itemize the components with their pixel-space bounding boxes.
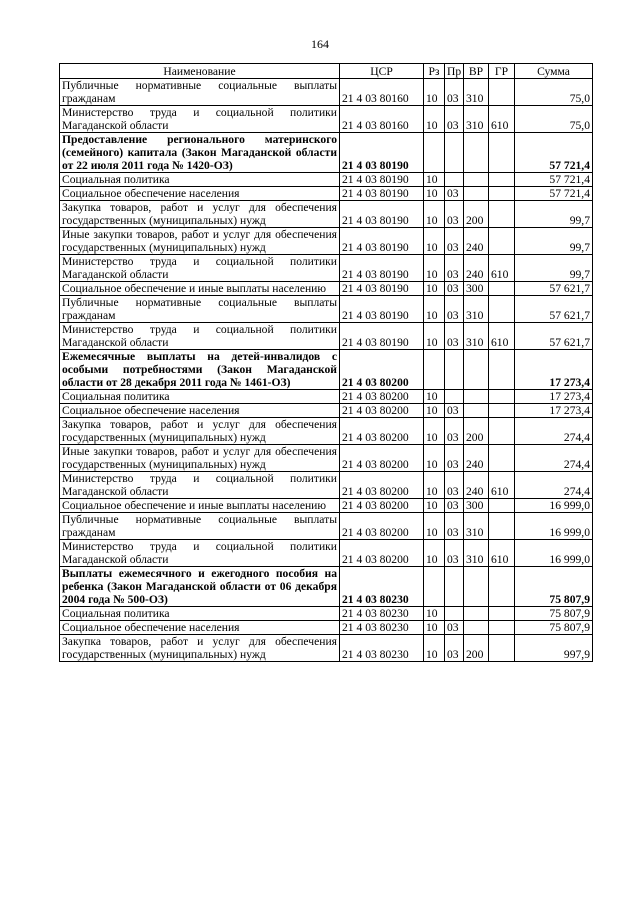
cell-vr: 310 bbox=[464, 323, 489, 350]
cell-pr: 03 bbox=[445, 255, 464, 282]
cell-csr: 21 4 03 80230 bbox=[340, 567, 424, 607]
table-row bbox=[60, 499, 593, 513]
table-row bbox=[60, 173, 593, 187]
cell-sum: 57 621,7 bbox=[515, 296, 593, 323]
table-row bbox=[60, 418, 593, 445]
cell-sum: 57 621,7 bbox=[515, 282, 593, 296]
cell-rz: 10 bbox=[424, 323, 445, 350]
table-row bbox=[60, 255, 593, 282]
cell-rz: 10 bbox=[424, 296, 445, 323]
cell-pr bbox=[445, 350, 464, 390]
table-row bbox=[60, 228, 593, 255]
table-row bbox=[60, 621, 593, 635]
cell-rz: 10 bbox=[424, 635, 445, 662]
cell-csr: 21 4 03 80160 bbox=[340, 79, 424, 106]
cell-sum: 17 273,4 bbox=[515, 350, 593, 390]
cell-name: Министерство труда и социальной политики Магаданской области bbox=[60, 255, 340, 282]
column-header-sum: Сумма bbox=[515, 64, 593, 79]
cell-rz: 10 bbox=[424, 540, 445, 567]
cell-name: Иные закупки товаров, работ и услуг для обеспечения государственных (муниципальных) нужд bbox=[60, 228, 340, 255]
cell-gr bbox=[489, 350, 515, 390]
cell-pr: 03 bbox=[445, 201, 464, 228]
cell-csr: 21 4 03 80190 bbox=[340, 201, 424, 228]
cell-pr: 03 bbox=[445, 404, 464, 418]
table-row bbox=[60, 404, 593, 418]
cell-gr bbox=[489, 567, 515, 607]
cell-sum: 997,9 bbox=[515, 635, 593, 662]
cell-pr: 03 bbox=[445, 621, 464, 635]
cell-rz bbox=[424, 133, 445, 173]
table-row bbox=[60, 187, 593, 201]
table-row bbox=[60, 390, 593, 404]
cell-csr: 21 4 03 80190 bbox=[340, 173, 424, 187]
cell-gr bbox=[489, 445, 515, 472]
cell-pr: 03 bbox=[445, 323, 464, 350]
cell-gr bbox=[489, 635, 515, 662]
cell-vr: 300 bbox=[464, 499, 489, 513]
cell-csr: 21 4 03 80200 bbox=[340, 445, 424, 472]
cell-csr: 21 4 03 80200 bbox=[340, 472, 424, 499]
cell-rz bbox=[424, 567, 445, 607]
cell-rz bbox=[424, 350, 445, 390]
cell-sum: 16 999,0 bbox=[515, 540, 593, 567]
cell-csr: 21 4 03 80190 bbox=[340, 187, 424, 201]
cell-vr: 310 bbox=[464, 540, 489, 567]
cell-name: Закупка товаров, работ и услуг для обеспечения государственных (муниципальных) нужд bbox=[60, 635, 340, 662]
cell-csr: 21 4 03 80190 bbox=[340, 296, 424, 323]
cell-csr: 21 4 03 80200 bbox=[340, 540, 424, 567]
cell-gr bbox=[489, 173, 515, 187]
cell-vr: 310 bbox=[464, 79, 489, 106]
cell-name: Выплаты ежемесячного и ежегодного пособия на ребенка (Закон Магаданской области от 06 декабря 2004 года № 500-ОЗ) bbox=[60, 567, 340, 607]
cell-name: Предоставление регионального материнского (семейного) капитала (Закон Магаданской области от 22 июля 2011 года № 1420-ОЗ) bbox=[60, 133, 340, 173]
cell-name: Публичные нормативные социальные выплаты гражданам bbox=[60, 79, 340, 106]
cell-gr bbox=[489, 201, 515, 228]
cell-pr: 03 bbox=[445, 418, 464, 445]
cell-rz: 10 bbox=[424, 404, 445, 418]
cell-gr: 610 bbox=[489, 323, 515, 350]
cell-name: Социальная политика bbox=[60, 390, 340, 404]
cell-vr bbox=[464, 133, 489, 173]
table-row bbox=[60, 201, 593, 228]
cell-vr: 300 bbox=[464, 282, 489, 296]
cell-csr: 21 4 03 80190 bbox=[340, 255, 424, 282]
cell-name: Социальное обеспечение населения bbox=[60, 404, 340, 418]
budget-table bbox=[59, 63, 593, 662]
cell-csr: 21 4 03 80200 bbox=[340, 418, 424, 445]
cell-name: Социальное обеспечение и иные выплаты населению bbox=[60, 282, 340, 296]
cell-gr bbox=[489, 404, 515, 418]
cell-gr: 610 bbox=[489, 255, 515, 282]
cell-rz: 10 bbox=[424, 513, 445, 540]
cell-rz: 10 bbox=[424, 255, 445, 282]
cell-sum: 75 807,9 bbox=[515, 567, 593, 607]
cell-sum: 274,4 bbox=[515, 445, 593, 472]
cell-sum: 99,7 bbox=[515, 255, 593, 282]
cell-rz: 10 bbox=[424, 390, 445, 404]
cell-sum: 274,4 bbox=[515, 472, 593, 499]
cell-vr: 200 bbox=[464, 418, 489, 445]
table-row bbox=[60, 513, 593, 540]
cell-vr bbox=[464, 621, 489, 635]
cell-vr: 310 bbox=[464, 106, 489, 133]
cell-pr: 03 bbox=[445, 445, 464, 472]
column-header-csr: ЦСР bbox=[340, 64, 424, 79]
cell-rz: 10 bbox=[424, 228, 445, 255]
table-row bbox=[60, 635, 593, 662]
cell-name: Иные закупки товаров, работ и услуг для обеспечения государственных (муниципальных) нужд bbox=[60, 445, 340, 472]
cell-rz: 10 bbox=[424, 187, 445, 201]
cell-sum: 75 807,9 bbox=[515, 607, 593, 621]
cell-vr bbox=[464, 390, 489, 404]
cell-pr bbox=[445, 390, 464, 404]
column-header-name: Наименование bbox=[60, 64, 340, 79]
cell-name: Социальное обеспечение и иные выплаты населению bbox=[60, 499, 340, 513]
cell-pr: 03 bbox=[445, 106, 464, 133]
cell-sum: 274,4 bbox=[515, 418, 593, 445]
cell-gr: 610 bbox=[489, 540, 515, 567]
table-row bbox=[60, 445, 593, 472]
cell-name: Социальная политика bbox=[60, 173, 340, 187]
column-header-pr: Пр bbox=[445, 64, 464, 79]
table-row bbox=[60, 472, 593, 499]
cell-vr: 310 bbox=[464, 513, 489, 540]
cell-name: Социальное обеспечение населения bbox=[60, 187, 340, 201]
cell-pr: 03 bbox=[445, 282, 464, 296]
cell-rz: 10 bbox=[424, 201, 445, 228]
cell-csr: 21 4 03 80190 bbox=[340, 323, 424, 350]
cell-sum: 57 721,4 bbox=[515, 187, 593, 201]
cell-gr bbox=[489, 390, 515, 404]
cell-rz: 10 bbox=[424, 282, 445, 296]
cell-gr bbox=[489, 228, 515, 255]
cell-vr bbox=[464, 404, 489, 418]
cell-rz: 10 bbox=[424, 106, 445, 133]
cell-sum: 75,0 bbox=[515, 106, 593, 133]
cell-csr: 21 4 03 80190 bbox=[340, 133, 424, 173]
cell-csr: 21 4 03 80190 bbox=[340, 282, 424, 296]
column-header-gr: ГР bbox=[489, 64, 515, 79]
cell-csr: 21 4 03 80230 bbox=[340, 621, 424, 635]
cell-vr: 240 bbox=[464, 228, 489, 255]
cell-gr bbox=[489, 607, 515, 621]
cell-pr: 03 bbox=[445, 499, 464, 513]
cell-rz: 10 bbox=[424, 499, 445, 513]
cell-name: Публичные нормативные социальные выплаты гражданам bbox=[60, 513, 340, 540]
column-header-rz: Рз bbox=[424, 64, 445, 79]
cell-rz: 10 bbox=[424, 472, 445, 499]
cell-sum: 57 621,7 bbox=[515, 323, 593, 350]
cell-name: Министерство труда и социальной политики Магаданской области bbox=[60, 540, 340, 567]
cell-pr: 03 bbox=[445, 513, 464, 540]
table-row bbox=[60, 350, 593, 390]
cell-sum: 75 807,9 bbox=[515, 621, 593, 635]
cell-name: Ежемесячные выплаты на детей-инвалидов с особыми потребностями (Закон Магаданской области от 28 декабря 2011 года № 1461-ОЗ) bbox=[60, 350, 340, 390]
cell-gr bbox=[489, 187, 515, 201]
table-row bbox=[60, 106, 593, 133]
cell-gr: 610 bbox=[489, 106, 515, 133]
cell-csr: 21 4 03 80200 bbox=[340, 513, 424, 540]
cell-vr: 310 bbox=[464, 296, 489, 323]
cell-pr bbox=[445, 173, 464, 187]
cell-gr bbox=[489, 513, 515, 540]
cell-pr: 03 bbox=[445, 540, 464, 567]
cell-gr bbox=[489, 133, 515, 173]
table-row bbox=[60, 79, 593, 106]
cell-vr bbox=[464, 567, 489, 607]
cell-gr bbox=[489, 418, 515, 445]
cell-name: Социальное обеспечение населения bbox=[60, 621, 340, 635]
cell-rz: 10 bbox=[424, 418, 445, 445]
page-number: 164 bbox=[311, 37, 329, 51]
table-row bbox=[60, 567, 593, 607]
cell-pr: 03 bbox=[445, 228, 464, 255]
cell-pr bbox=[445, 607, 464, 621]
cell-pr: 03 bbox=[445, 296, 464, 323]
table-row bbox=[60, 607, 593, 621]
cell-sum: 99,7 bbox=[515, 201, 593, 228]
cell-gr bbox=[489, 296, 515, 323]
cell-csr: 21 4 03 80200 bbox=[340, 499, 424, 513]
table-row bbox=[60, 323, 593, 350]
table-body bbox=[60, 79, 593, 662]
cell-sum: 17 273,4 bbox=[515, 390, 593, 404]
cell-vr: 240 bbox=[464, 445, 489, 472]
cell-rz: 10 bbox=[424, 173, 445, 187]
cell-pr bbox=[445, 567, 464, 607]
cell-vr bbox=[464, 350, 489, 390]
cell-csr: 21 4 03 80190 bbox=[340, 228, 424, 255]
cell-csr: 21 4 03 80230 bbox=[340, 635, 424, 662]
cell-rz: 10 bbox=[424, 607, 445, 621]
cell-rz: 10 bbox=[424, 79, 445, 106]
cell-gr: 610 bbox=[489, 472, 515, 499]
cell-pr bbox=[445, 133, 464, 173]
column-header-vr: ВР bbox=[464, 64, 489, 79]
table-row bbox=[60, 282, 593, 296]
cell-gr bbox=[489, 499, 515, 513]
cell-sum: 16 999,0 bbox=[515, 499, 593, 513]
table-row bbox=[60, 133, 593, 173]
cell-sum: 99,7 bbox=[515, 228, 593, 255]
cell-pr: 03 bbox=[445, 635, 464, 662]
cell-rz: 10 bbox=[424, 445, 445, 472]
cell-vr: 240 bbox=[464, 255, 489, 282]
cell-gr bbox=[489, 79, 515, 106]
cell-csr: 21 4 03 80160 bbox=[340, 106, 424, 133]
cell-csr: 21 4 03 80200 bbox=[340, 350, 424, 390]
cell-vr bbox=[464, 607, 489, 621]
cell-vr: 240 bbox=[464, 472, 489, 499]
cell-name: Министерство труда и социальной политики Магаданской области bbox=[60, 106, 340, 133]
table-row bbox=[60, 296, 593, 323]
cell-rz: 10 bbox=[424, 621, 445, 635]
table-row bbox=[60, 540, 593, 567]
cell-vr: 200 bbox=[464, 201, 489, 228]
cell-name: Публичные нормативные социальные выплаты гражданам bbox=[60, 296, 340, 323]
cell-pr: 03 bbox=[445, 79, 464, 106]
cell-name: Министерство труда и социальной политики Магаданской области bbox=[60, 323, 340, 350]
cell-pr: 03 bbox=[445, 472, 464, 499]
cell-gr bbox=[489, 621, 515, 635]
cell-vr bbox=[464, 187, 489, 201]
cell-vr bbox=[464, 173, 489, 187]
cell-name: Социальная политика bbox=[60, 607, 340, 621]
cell-name: Закупка товаров, работ и услуг для обеспечения государственных (муниципальных) нужд bbox=[60, 201, 340, 228]
cell-sum: 17 273,4 bbox=[515, 404, 593, 418]
cell-csr: 21 4 03 80200 bbox=[340, 390, 424, 404]
cell-name: Министерство труда и социальной политики Магаданской области bbox=[60, 472, 340, 499]
cell-gr bbox=[489, 282, 515, 296]
cell-name: Закупка товаров, работ и услуг для обеспечения государственных (муниципальных) нужд bbox=[60, 418, 340, 445]
cell-sum: 16 999,0 bbox=[515, 513, 593, 540]
cell-sum: 57 721,4 bbox=[515, 173, 593, 187]
table-header-row bbox=[60, 64, 593, 79]
cell-csr: 21 4 03 80200 bbox=[340, 404, 424, 418]
cell-sum: 57 721,4 bbox=[515, 133, 593, 173]
cell-csr: 21 4 03 80230 bbox=[340, 607, 424, 621]
cell-pr: 03 bbox=[445, 187, 464, 201]
cell-sum: 75,0 bbox=[515, 79, 593, 106]
cell-vr: 200 bbox=[464, 635, 489, 662]
